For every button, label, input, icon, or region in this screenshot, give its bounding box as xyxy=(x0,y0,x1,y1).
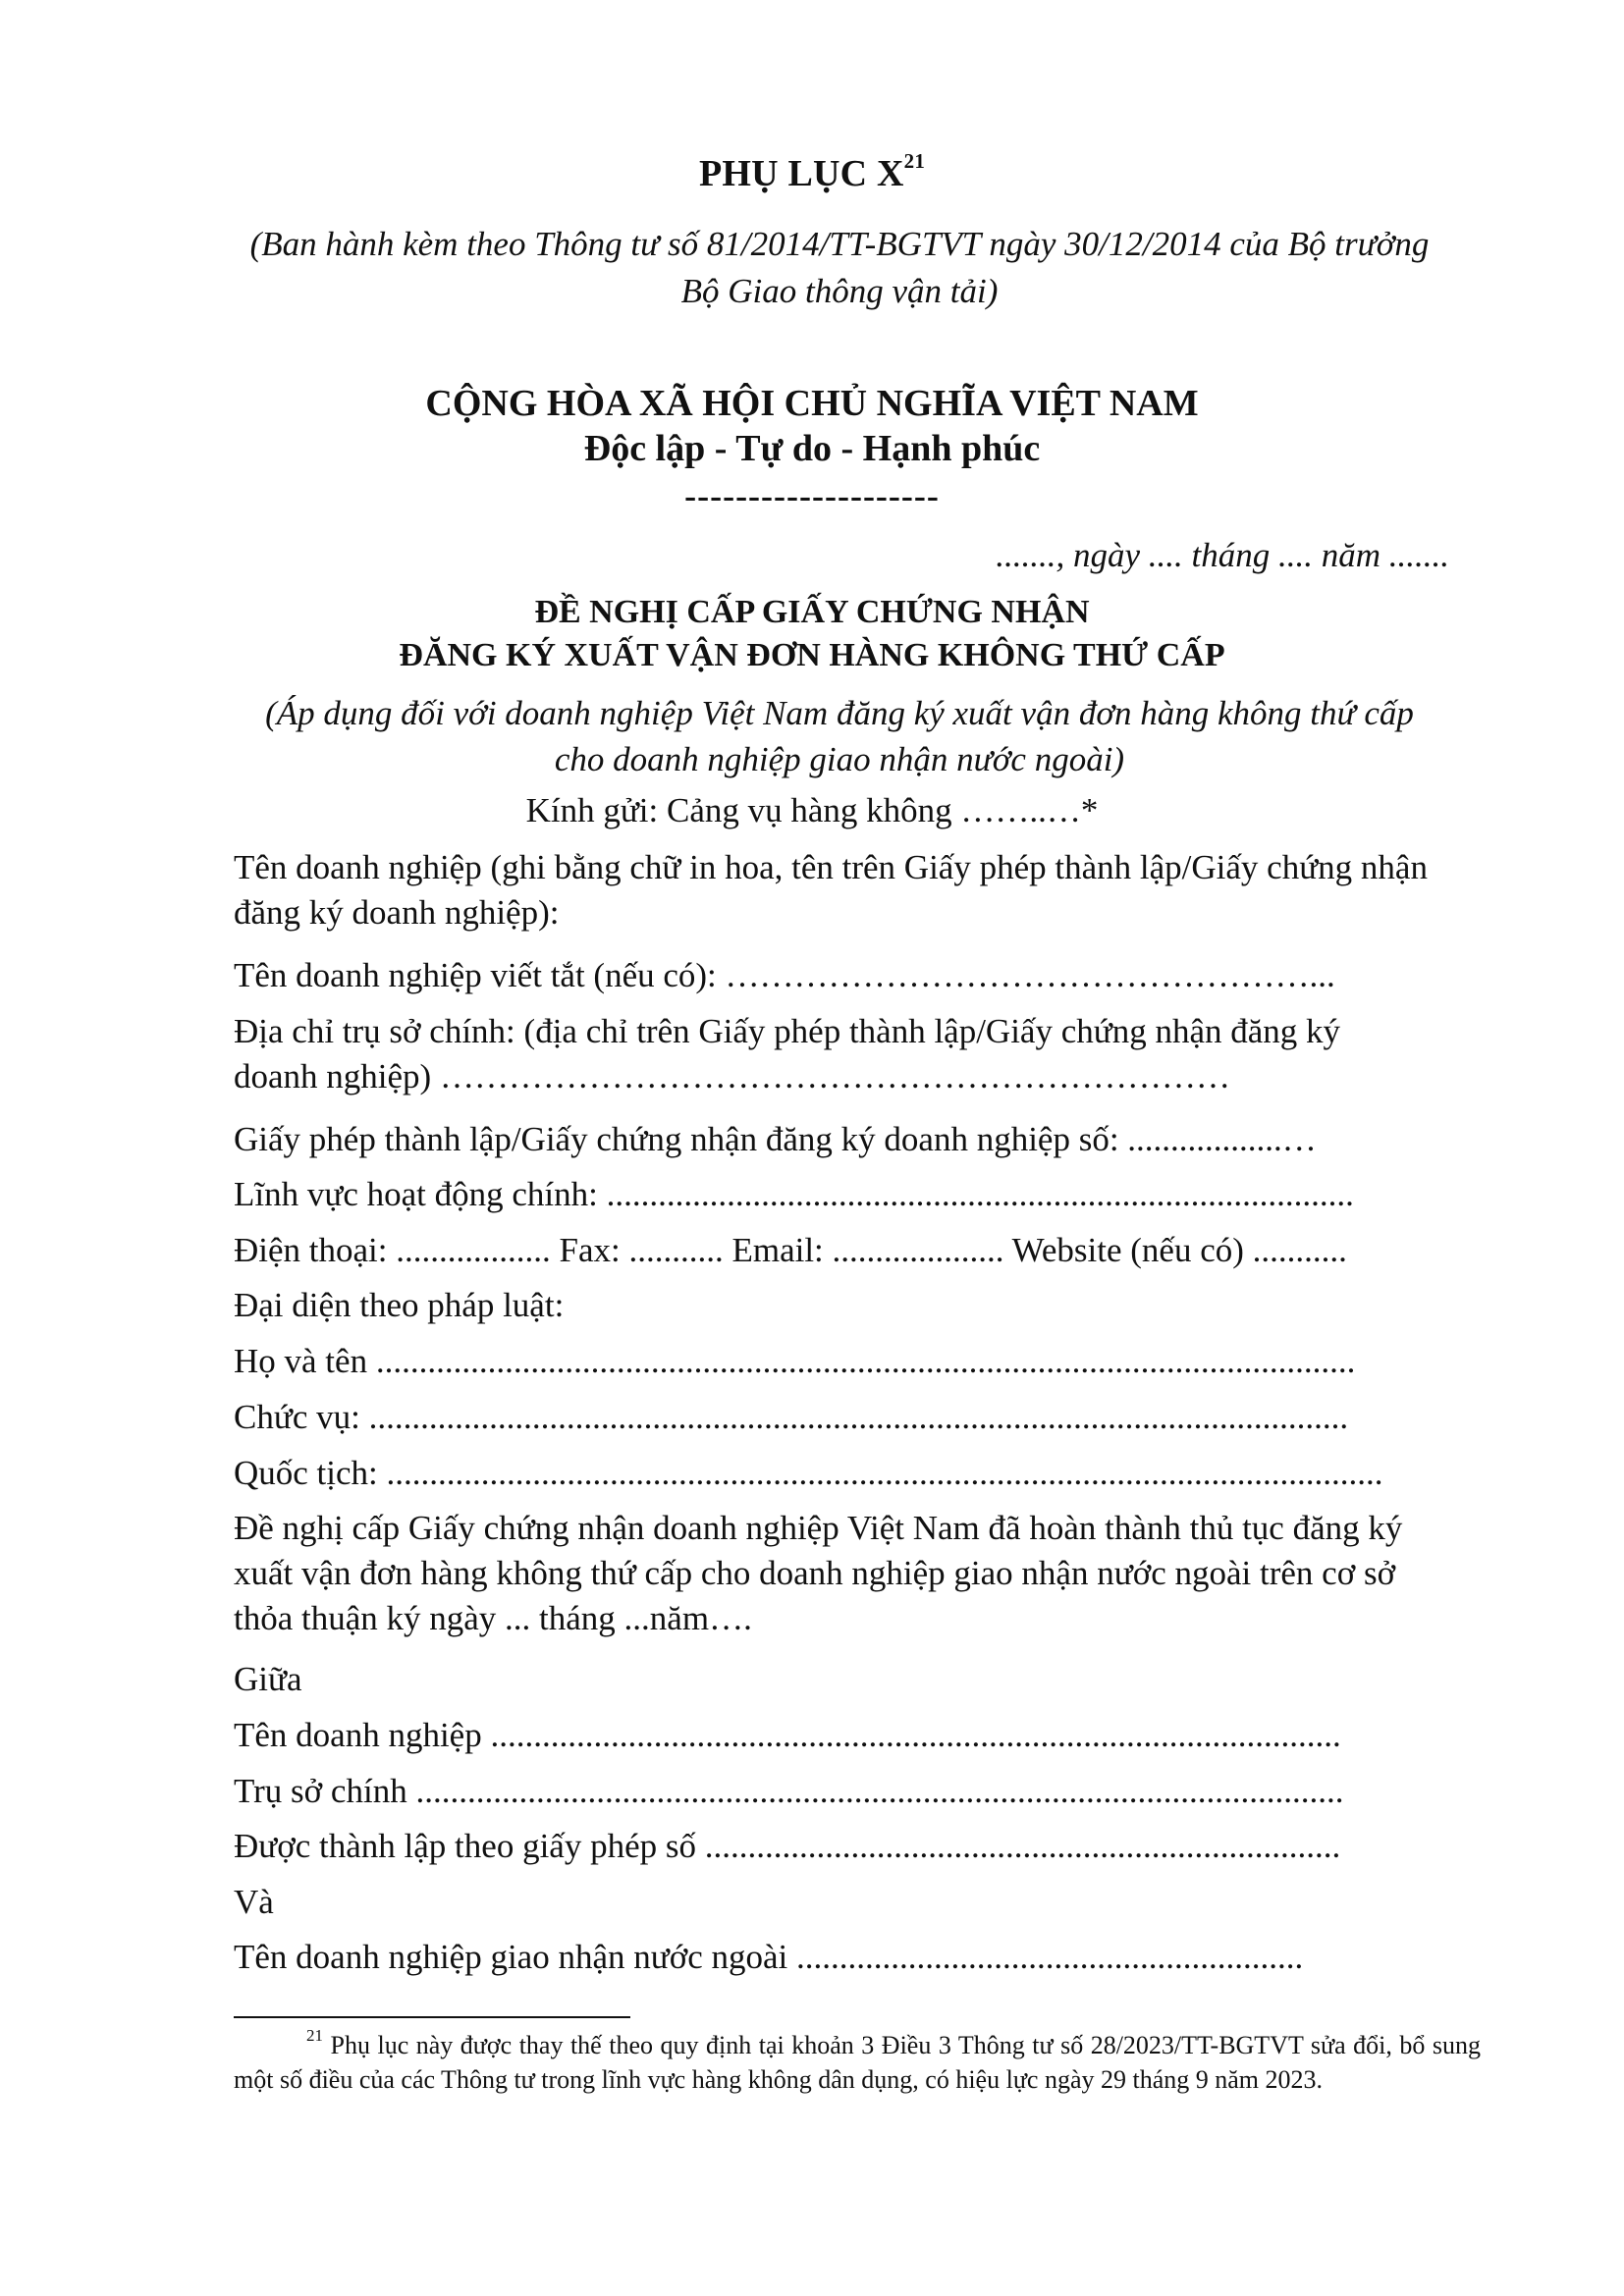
position-field: Chức vụ: .................................................................................................................. xyxy=(234,1398,1349,1436)
applicability-line-2: cho doanh nghiệp giao nhận nước ngoài) xyxy=(554,740,1125,778)
request-paragraph xyxy=(234,1506,1481,1641)
issuance-note xyxy=(226,221,1453,315)
main-activity-field: Lĩnh vực hoạt động chính: ....................................................................................... xyxy=(234,1175,1354,1213)
license-number-field: Giấy phép thành lập/Giấy chứng nhận đăng ký doanh nghiệp số: ..................… xyxy=(234,1120,1317,1158)
issuance-note-line-1: (Ban hành kèm theo Thông tư số 81/2014/TT-BGTVT ngày 30/12/2014 của Bộ trưởng xyxy=(249,225,1430,263)
full-name-field: Họ và tên .................................................................................................................. xyxy=(234,1342,1356,1380)
request-line-1: Đề nghị cấp Giấy chứng nhận doanh nghiệp Việt Nam đã hoàn thành thủ tục đăng ký xyxy=(234,1509,1403,1547)
footnote-divider xyxy=(234,2016,630,2018)
party-name-field: Tên doanh nghiệp ................................................................................................... xyxy=(234,1716,1341,1754)
address-line-1: Địa chỉ trụ sở chính: (địa chỉ trên Giấy phép thành lập/Giấy chứng nhận đăng ký xyxy=(234,1012,1341,1050)
nationality-field: Quốc tịch: .................................................................................................................... xyxy=(234,1454,1383,1492)
recipient-line: Kính gửi: Cảng vụ hàng không ……..…* xyxy=(525,791,1099,829)
request-line-3: thỏa thuận ký ngày ... tháng ...năm…. xyxy=(234,1599,752,1637)
heading-separator: -------------------- xyxy=(684,476,940,515)
short-name-field: Tên doanh nghiệp viết tắt (nếu có): ……………………………………………... xyxy=(234,956,1335,994)
business-name-line-2: đăng ký doanh nghiệp): xyxy=(234,893,560,932)
and-label: Và xyxy=(234,1883,274,1921)
footnote-number: 21 xyxy=(306,2026,323,2046)
applicability-note xyxy=(236,690,1443,782)
contact-fields: Điện thoại: .................. Fax: ........... Email: .................... Website (nếu có) ........... xyxy=(234,1231,1347,1269)
dateline: ......., ngày .... tháng .... năm ....... xyxy=(996,536,1449,574)
footnote xyxy=(234,2028,1481,2097)
applicability-line-1: (Áp dụng đối với doanh nghiệp Việt Nam đăng ký xuất vận đơn hàng không thứ cấp xyxy=(265,694,1414,732)
party-license-field: Được thành lập theo giấy phép số .......................................................................... xyxy=(234,1827,1341,1865)
form-title-line-2: ĐĂNG KÝ XUẤT VẬN ĐƠN HÀNG KHÔNG THỨ CẤP xyxy=(399,637,1225,673)
business-name-line-1: Tên doanh nghiệp (ghi bằng chữ in hoa, tên trên Giấy phép thành lập/Giấy chứng nhận xyxy=(234,848,1428,886)
address-line-2: doanh nghiệp) …………………………………………………………… xyxy=(234,1057,1230,1095)
national-heading xyxy=(0,381,1624,471)
country-name: CỘNG HÒA XÃ HỘI CHỦ NGHĨA VIỆT NAM xyxy=(425,383,1199,424)
form-title-line-1: ĐỀ NGHỊ CẤP GIẤY CHỨNG NHẬN xyxy=(534,594,1090,630)
between-label: Giữa xyxy=(234,1660,302,1698)
appendix-title-text: PHỤ LỤC X xyxy=(698,153,904,194)
address-field xyxy=(234,1009,1481,1099)
national-motto: Độc lập - Tự do - Hạnh phúc xyxy=(583,428,1041,469)
legal-representative-label: Đại diện theo pháp luật: xyxy=(234,1286,565,1324)
foreign-party-field: Tên doanh nghiệp giao nhận nước ngoài ........................................................... xyxy=(234,1938,1304,1976)
appendix-title xyxy=(0,149,1624,195)
footnote-text: Phụ lục này được thay thế theo quy định tại khoản 3 Điều 3 Thông tư số 28/2023/TT-BGTVT sửa đổi, bổ sung một số điều của các Thông tư trong lĩnh vực hàng không dân dụng, có hiệu lực ngày 29 tháng 9 năm 2023. xyxy=(234,2031,1481,2094)
form-title xyxy=(0,591,1624,677)
issuance-note-line-2: Bộ Giao thông vận tải) xyxy=(680,272,999,310)
title-footnote-marker: 21 xyxy=(903,149,926,174)
party-office-field: Trụ sở chính ............................................................................................................ xyxy=(234,1772,1344,1810)
request-line-2: xuất vận đơn hàng không thứ cấp cho doanh nghiệp giao nhận nước ngoài trên cơ sở xyxy=(234,1554,1396,1592)
business-name-field xyxy=(234,845,1481,935)
